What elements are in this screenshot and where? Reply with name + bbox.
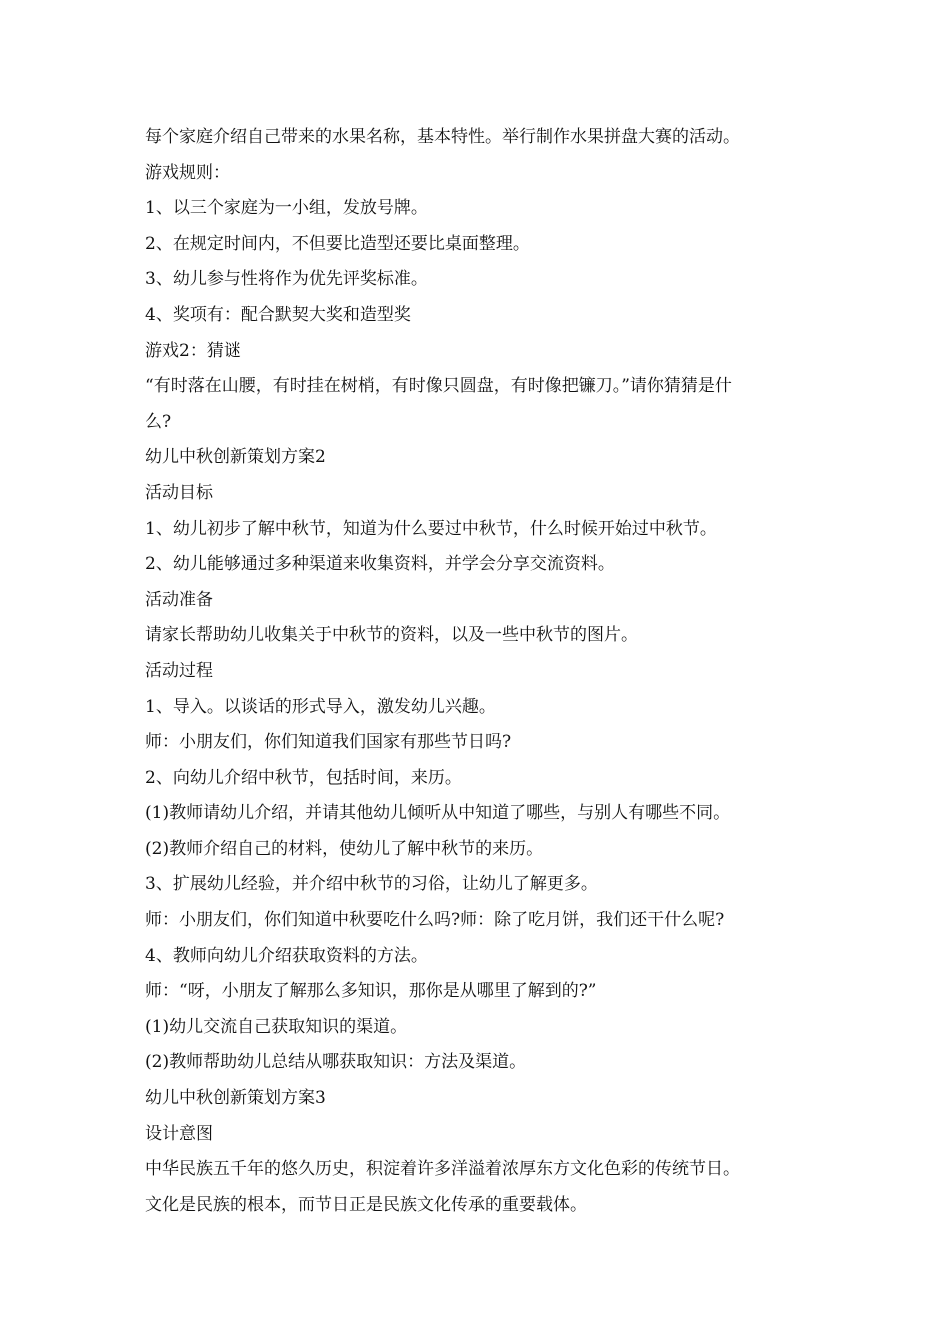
list-item: (1)教师请幼儿介绍，并请其他幼儿倾听从中知道了哪些，与别人有哪些不同。 — [145, 803, 731, 824]
list-item: 4、教师向幼儿介绍获取资料的方法。 — [145, 945, 428, 966]
document-body — [145, 120, 810, 1223]
section-heading: 活动准备 — [145, 589, 213, 610]
list-item: 2、向幼儿介绍中秋节，包括时间，来历。 — [145, 767, 462, 788]
list-item: 3、扩展幼儿经验，并介绍中秋节的习俗，让幼儿了解更多。 — [145, 874, 598, 895]
list-item: 2、在规定时间内，不但要比造型还要比桌面整理。 — [145, 233, 530, 254]
paragraph-line: 每个家庭介绍自己带来的水果名称，基本特性。举行制作水果拼盘大赛的活动。 — [145, 127, 740, 147]
paragraph-line: “有时落在山腰，有时挂在树梢，有时像只圆盘，有时像把镰刀。”请你猜猜是什 — [145, 376, 732, 397]
list-item: 1、以三个家庭为一小组，发放号牌。 — [145, 198, 428, 219]
list-item: (1)幼儿交流自己获取知识的渠道。 — [145, 1016, 408, 1037]
list-item: 1、幼儿初步了解中秋节，知道为什么要过中秋节，什么时候开始过中秋节。 — [145, 518, 717, 539]
paragraph-line: 师：小朋友们，你们知道我们国家有那些节日吗? — [145, 732, 512, 753]
section-heading: 游戏2：猜谜 — [145, 340, 241, 361]
paragraph-line: 请家长帮助幼儿收集关于中秋节的资料，以及一些中秋节的图片。 — [145, 625, 638, 646]
section-title: 幼儿中秋创新策划方案2 — [145, 447, 326, 468]
section-heading: 活动过程 — [145, 660, 213, 681]
section-heading: 设计意图 — [145, 1123, 213, 1144]
section-heading: 游戏规则： — [145, 162, 230, 183]
section-title: 幼儿中秋创新策划方案3 — [145, 1088, 326, 1109]
paragraph-line: 么? — [145, 411, 172, 432]
paragraph-line: 中华民族五千年的悠久历史，积淀着许多洋溢着浓厚东方文化色彩的传统节日。 — [145, 1159, 740, 1180]
section-heading: 活动目标 — [145, 482, 213, 503]
list-item: (2)教师帮助幼儿总结从哪获取知识：方法及渠道。 — [145, 1052, 527, 1073]
list-item: 2、幼儿能够通过多种渠道来收集资料，并学会分享交流资料。 — [145, 554, 615, 575]
list-item: 3、幼儿参与性将作为优先评奖标准。 — [145, 269, 428, 290]
list-item: (2)教师介绍自己的材料，使幼儿了解中秋节的来历。 — [145, 838, 544, 859]
list-item: 4、奖项有：配合默契大奖和造型奖 — [145, 304, 411, 325]
list-item: 1、导入。以谈话的形式导入，激发幼儿兴趣。 — [145, 696, 496, 717]
paragraph-line: 师：“呀，小朋友了解那么多知识，那你是从哪里了解到的?” — [145, 981, 597, 1002]
paragraph-line: 文化是民族的根本，而节日正是民族文化传承的重要载体。 — [145, 1194, 587, 1215]
paragraph-line: 师：小朋友们，你们知道中秋要吃什么吗?师：除了吃月饼，我们还干什么呢? — [145, 910, 725, 931]
